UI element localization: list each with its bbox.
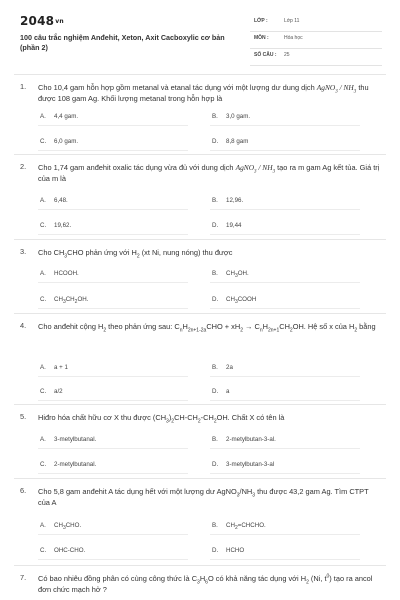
option-text: $CH_3COOH$ [226,296,257,306]
meta-value: Lớp 11 [284,18,300,24]
meta-row-class [250,15,382,32]
option-label: D. [212,547,219,554]
answer-option-d[interactable] [212,461,274,468]
logo-suffix: vn [55,18,64,25]
option-label: A. [40,436,46,443]
option-underline [38,282,188,283]
meta-row-count [250,49,382,66]
option-label: C. [40,388,47,395]
question-number: 7. [20,573,27,582]
question-number: 1. [20,82,27,91]
question-divider [14,404,386,405]
option-text: 4,4 gam. [54,113,79,120]
meta-key: SỐ CÂU : [254,52,277,58]
answer-option-b[interactable] [212,113,250,120]
option-label: C. [40,222,47,229]
option-label: D. [212,461,219,468]
answer-option-b[interactable] [212,436,276,443]
option-text: $CH_3CH_2OH$. [54,296,89,306]
question-number: 5. [20,412,27,421]
option-underline [38,400,188,401]
site-logo[interactable] [20,14,64,28]
option-text: 19,62. [54,222,72,229]
option-underline [38,125,188,126]
meta-key: MÔN : [254,35,269,41]
option-label: C. [40,138,47,145]
option-label: B. [212,364,218,371]
option-label: A. [40,270,46,277]
option-underline [38,559,188,560]
option-underline [210,534,360,535]
option-text: 12,96. [226,197,244,204]
option-text: 6,48. [54,197,68,204]
option-text: $CH_3OH$. [226,270,249,280]
option-underline [210,150,360,151]
option-text: 6,0 gam. [54,138,79,145]
option-label: C. [40,547,47,554]
meta-value: 25 [284,52,290,58]
answer-option-b[interactable] [212,522,266,532]
option-text: HCOOH. [54,270,79,277]
option-label: D. [212,222,219,229]
option-underline [38,534,188,535]
meta-value: Hóa học [284,35,303,41]
question-text: Cho 10,4 gam hỗn hợp gồm metanal và etanal tác dụng với một lượng dư dung dịch AgNO$_3$ / $NH_3$ thu được 108 gam Ag. Khối lượng metanal trong hỗn hợp là [38,83,369,103]
answer-option-c[interactable] [40,388,63,395]
answer-option-a[interactable] [40,113,78,120]
option-label: D. [212,138,219,145]
option-text: a [226,388,230,395]
option-underline [210,559,360,560]
question-text: Hiđro hóa chất hữu cơ X thu được $(CH_3)_2CH-CH_2-CH_2OH$. Chất X có tên là [38,413,285,425]
option-underline [210,400,360,401]
question-text: Cho 5,8 gam anđehit A tác dụng hết với một lượng dư $AgNO_3/NH_3$ thu được 43,2 gam Ag. Tìm CTPT của A [38,487,369,507]
option-label: C. [40,296,47,303]
option-underline [210,448,360,449]
question-divider [14,239,386,240]
option-text: 2-metylbutanal. [54,461,97,468]
header-divider [14,74,386,75]
question-divider [14,154,386,155]
meta-row-subject [250,32,382,49]
option-text: 2a [226,364,233,371]
option-label: B. [212,197,218,204]
option-text: a/2 [54,388,63,395]
answer-option-d[interactable] [212,388,229,395]
answer-option-d[interactable] [212,296,257,306]
option-text: 2-metylbutan-3-al. [226,436,276,443]
answer-option-d[interactable] [212,222,241,229]
option-text: 3-metylbutanal. [54,436,97,443]
option-underline [38,209,188,210]
question-text: Cho 1,74 gam anđehit oxalic tác dụng vừa đủ với dung dịch AgNO$_3$ / $NH_3$ tạo ra m gam Ag kết tủa. Giá trị của m là [38,163,380,183]
option-text: 3,0 gam. [226,113,251,120]
answer-option-a[interactable] [40,364,68,371]
option-underline [38,234,188,235]
answer-option-a[interactable] [40,270,79,277]
question-number: 3. [20,247,27,256]
option-label: B. [212,113,218,120]
option-underline [210,125,360,126]
question-number: 6. [20,486,27,495]
answer-option-b[interactable] [212,364,233,371]
option-label: A. [40,364,46,371]
option-label: D. [212,296,219,303]
answer-option-c[interactable] [40,461,96,468]
answer-option-b[interactable] [212,197,243,204]
option-underline [38,473,188,474]
option-underline [210,282,360,283]
option-underline [210,209,360,210]
option-underline [210,234,360,235]
option-label: C. [40,461,47,468]
answer-option-d[interactable] [212,547,244,554]
question-divider [14,313,386,314]
option-text: HCHO [226,547,245,554]
option-underline [210,473,360,474]
logo-main: 2048 [20,14,55,28]
document-meta [250,15,382,66]
option-underline [38,308,188,309]
option-label: B. [212,270,218,277]
option-text: OHC-CHO. [54,547,86,554]
option-text: $CH_3CHO$. [54,522,82,532]
option-underline [38,376,188,377]
answer-option-a[interactable] [40,197,68,204]
option-text: a + 1 [54,364,68,371]
option-label: D. [212,388,219,395]
option-label: A. [40,522,46,529]
option-underline [210,308,360,309]
answer-option-a[interactable] [40,436,96,443]
answer-option-b[interactable] [212,270,249,280]
answer-option-c[interactable] [40,296,89,306]
option-text: 8,8 gam [226,138,249,145]
option-underline [38,448,188,449]
answer-option-c[interactable] [40,547,85,554]
answer-option-c[interactable] [40,222,71,229]
option-label: B. [212,436,218,443]
document-title: 100 câu trắc nghiệm Anđehit, Xeton, Axit Cacboxylic cơ bản (phần 2) [20,33,225,52]
answer-option-c[interactable] [40,138,78,145]
question-text: Cho $CH_3CHO$ phản ứng với $H_2$ (xt Ni, nung nóng) thu được [38,248,233,260]
question-text: Cho anđehit cộng $H_2$ theo phản ứng sau: $C_nH_{2n+1-2a}CHO + xH_2 \to C_nH_{2n+1}CH_2OH$. Hệ số x của $H_2$ bằng [38,322,376,334]
question-divider [14,478,386,479]
answer-option-d[interactable] [212,138,248,145]
option-underline [38,150,188,151]
question-number: 2. [20,162,27,171]
question-text: Có bao nhiêu đồng phân có cùng công thức là $C_3H_6O$ có khả năng tác dụng với $H_2$ (Ni, $t^0$) tạo ra ancol đơn chức mạch hở ? [38,573,373,594]
option-text: $CH_2=CHCHO$. [226,522,266,532]
meta-key: LỚP : [254,18,268,24]
question-divider [14,565,386,566]
option-underline [210,376,360,377]
option-text: 3-metylbutan-3-al [226,461,275,468]
option-text: 19,44 [226,222,242,229]
option-label: A. [40,197,46,204]
option-label: B. [212,522,218,529]
question-number: 4. [20,321,27,330]
option-label: A. [40,113,46,120]
answer-option-a[interactable] [40,522,82,532]
